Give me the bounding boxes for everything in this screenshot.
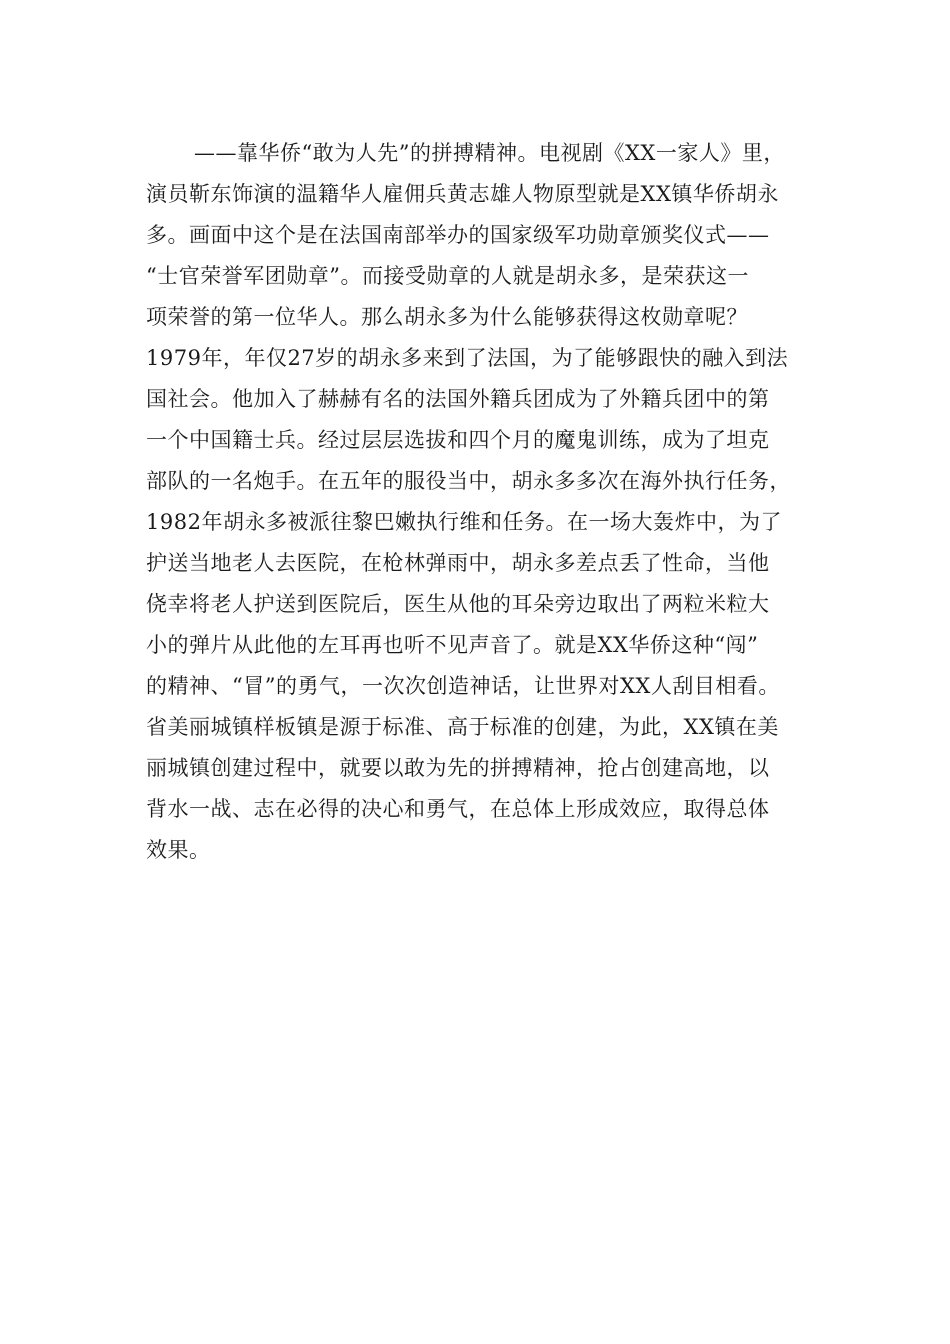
text-line: 一个中国籍士兵。经过层层选拔和四个月的魔鬼训练，成为了坦克 [146, 428, 770, 452]
text-line: ——靠华侨“敢为人先”的拼搏精神。电视剧《XX一家人》里， [194, 141, 785, 165]
text-line: 项荣誉的第一位华人。那么胡永多为什么能够获得这枚勋章呢？ [146, 305, 748, 329]
text-line: 小的弹片从此他的左耳再也听不见声音了。就是XX华侨这种“闯” [146, 633, 759, 657]
text-line: 演员靳东饰演的温籍华人雇佣兵黄志雄人物原型就是XX镇华侨胡永 [146, 182, 779, 206]
text-line: 侥幸将老人护送到医院后，医生从他的耳朵旁边取出了两粒米粒大 [146, 592, 770, 616]
text-line: 1982年胡永多被派往黎巴嫩执行维和任务。在一场大轰炸中，为了 [146, 510, 782, 534]
text-line: 多。画面中这个是在法国南部举办的国家级军功勋章颁奖仪式—— [146, 223, 770, 247]
text-line: 的精神、“冒”的勇气，一次次创造神话，让世界对XX人刮目相看。 [146, 674, 780, 698]
text-line: 国社会。他加入了赫赫有名的法国外籍兵团成为了外籍兵团中的第 [146, 387, 770, 411]
text-line: 丽城镇创建过程中，就要以敢为先的拼搏精神，抢占创建高地，以 [146, 756, 770, 780]
body-text [146, 133, 846, 871]
text-line: 1979年，年仅27岁的胡永多来到了法国，为了能够跟快的融入到法 [146, 346, 789, 370]
text-line: “士官荣誉军团勋章”。而接受勋章的人就是胡永多，是荣获这一 [146, 264, 749, 288]
text-line: 效果。 [146, 838, 211, 862]
text-line: 护送当地老人去医院，在枪林弹雨中，胡永多差点丢了性命，当他 [146, 551, 770, 575]
text-line: 省美丽城镇样板镇是源于标准、高于标准的创建，为此，XX镇在美 [146, 715, 779, 739]
text-line: 背水一战、志在必得的决心和勇气，在总体上形成效应，取得总体 [146, 797, 770, 821]
text-line: 部队的一名炮手。在五年的服役当中，胡永多多次在海外执行任务， [146, 469, 791, 493]
